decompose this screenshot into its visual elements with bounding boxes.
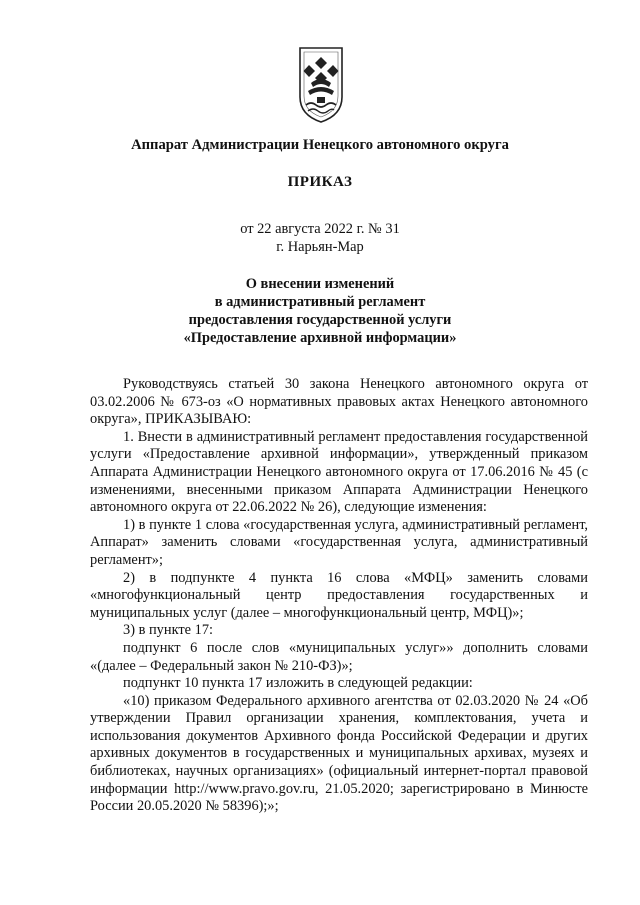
body-paragraph-1: Руководствуясь статьей 30 закона Ненецкого автономного округа от 03.02.2006 № 673-оз «О нормативных правовых актах Ненецкого автономного округа», ПРИКАЗЫВАЮ: — [90, 376, 588, 428]
title-line-3: предоставления государственной услуги — [188, 312, 452, 328]
document-type: ПРИКАЗ — [287, 174, 353, 190]
title-line-2: в административный регламент — [214, 294, 426, 310]
body-paragraph-5: 3) в пункте 17: — [123, 622, 214, 639]
body-paragraph-8: «10) приказом Федерального архивного агентства от 02.03.2020 № 24 «Об утверждении Правил организации хранения, комплектования, учета и использования документов Архивного фонда Российской Федерации и других архивных документов в государственных и муниципальных архивах, музеях и библиотеках, научных организациях» (официальный интернет-портал правовой информации http://www.pravo.gov.ru, 21.05.2020; зарегистрировано в Минюсте России 20.05.2020 № 58396);»; — [90, 692, 588, 815]
body-paragraph-3: 1) в пункте 1 слова «государственная услуга, административный регламент, Аппарат» заменить словами «государственная услуга, административный регламент»; — [90, 516, 588, 568]
body-paragraph-2: 1. Внести в административный регламент предоставления государственной услуги «Предоставление архивной информации», утвержденный приказом Аппарата Администрации Ненецкого автономного округа от 17.06.2016 № 45 (с изменениями, внесенными приказом Аппарата Администрации Ненецкого автономного округа от 22.06.2022 № 26), следующие изменения: — [90, 428, 588, 516]
body-paragraph-7: подпункт 10 пункта 17 изложить в следующей редакции: — [123, 675, 473, 692]
body-paragraph-4: 2) в подпункте 4 пункта 16 слова «МФЦ» заменить словами «многофункциональный центр предоставления государственных и муниципальных услуг (далее – многофункциональный центр, МФЦ)»; — [90, 569, 588, 621]
document-date-number: от 22 августа 2022 г. № 31 — [240, 221, 400, 237]
organization-name: Аппарат Администрации Ненецкого автономного округа — [131, 137, 509, 153]
title-line-4: «Предоставление архивной информации» — [183, 330, 457, 346]
document-body — [90, 376, 588, 816]
document-city: г. Нарьян-Мар — [276, 239, 364, 255]
body-paragraph-6: подпункт 6 после слов «муниципальных услуг»» дополнить словами «(далее – Федеральный закон № 210-ФЗ)»; — [90, 639, 588, 674]
title-line-1: О внесении изменений — [245, 276, 395, 292]
coat-of-arms-emblem-icon — [296, 45, 346, 125]
